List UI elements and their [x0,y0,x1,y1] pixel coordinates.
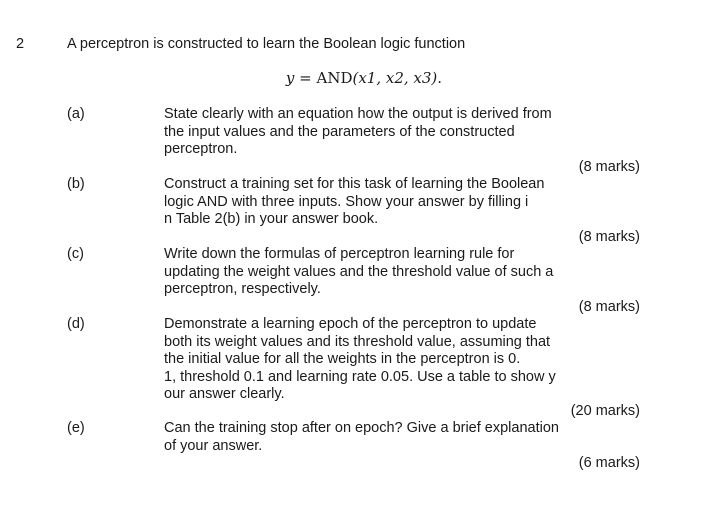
part-d-marks: (20 marks) [570,403,640,419]
question-intro: A perceptron is constructed to learn the Boolean logic function [67,36,466,52]
part-b-label: (b) [67,176,85,192]
equation-equals: = [294,69,317,87]
equation-function: AND [316,69,353,87]
equation [0,70,720,88]
equation-args: (x1, x2, x3) [352,69,438,87]
part-c-label: (c) [67,246,84,262]
equation-end: . [437,69,443,87]
part-e-marks: (6 marks) [578,455,640,471]
part-a-label: (a) [67,106,85,122]
part-e-label: (e) [67,420,85,436]
part-d-text: Demonstrate a learning epoch of the perceptron to update both its weight values and its threshold value, assuming that the initial value for all the weights in the perceptron is 0. 1, threshold 0.1 and learning rate 0.05. Use a table to show y our answer clearly. [164,316,556,402]
part-a-text: State clearly with an equation how the output is derived from the input values and the parameters of the constructed perceptron. [164,106,552,157]
part-a-marks: (8 marks) [578,159,640,175]
part-e-text: Can the training stop after on epoch? Give a brief explanation of your answer. [164,420,559,454]
part-c-marks: (8 marks) [578,299,640,315]
equation-lhs: y [285,69,295,87]
part-d-label: (d) [67,316,85,332]
part-b-text: Construct a training set for this task of learning the Boolean logic AND with three inputs. Show your answer by filling i n Table 2(b) in your answer book. [164,176,545,227]
part-b-marks: (8 marks) [578,229,640,245]
question-number: 2 [16,36,25,52]
part-c-text: Write down the formulas of perceptron learning rule for updating the weight values and the threshold value of such a perceptron, respectively. [164,246,554,297]
